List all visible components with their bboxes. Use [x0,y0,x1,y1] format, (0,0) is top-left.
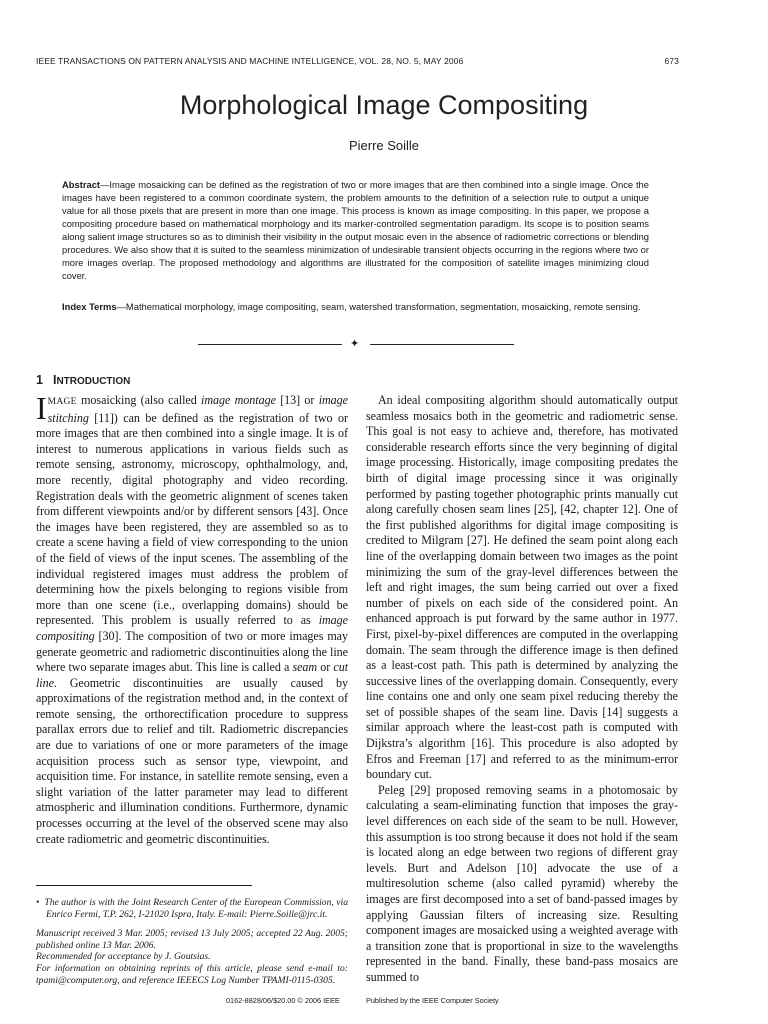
bullet-icon: • [36,897,40,908]
affiliation-note [36,897,348,920]
emphasis: cut line [36,660,348,690]
abstract [62,178,649,282]
text-run: or [317,660,334,675]
text-run: [11]) can be defined as the registration of two or more images that are then combined into a single image. It is of interest to numerous applications in various fields such as remote sensing, astronomy, microscopy, ophthalmology, and, more recently, digital photography and video recording. Registration deals with the geometric alignment of scenes taken from different viewpoints and/or by different sensors [43]. Once the images have been registered, they are assembled so as to create a scene having a field of view corresponding to the union of the field of views of the input scenes. The assembling of the individual registered images must address the problem of determining how the pixels belonging to regions visible from more than one scene (i.e., overlapping domains) should be represented. This problem is usually referred to as [36,410,348,628]
running-header [36,56,679,66]
footnotes [36,897,348,986]
affiliation-text: The author is with the Joint Research Center of the European Commission, via Enrico Fermi, T.P. 262, I-21020 Ispra, Italy. E-mail: Pierre.Soille@jrc.it. [44,897,349,920]
paragraph [36,390,348,847]
emphasis: seam [292,660,318,675]
drop-cap: I [36,390,47,426]
emphasis: image stitching [47,393,348,425]
index-terms-text: —Mathematical morphology, image compositing, seam, watershed transformation, segmentation, mosaicking, remote sensing. [116,301,641,312]
page-number: 673 [664,56,679,66]
paragraph: An ideal compositing algorithm should automatically output seamless mosaics both in the geometric and radiometric sense. This goal is not easy to achieve and, therefore, has motivated considerable research efforts since the very beginning of digital image processing. Historically, image compositing predates the birth of digital image processing since it was originally performed by pasting together photographic prints manually cut along carefully chosen seam lines [25], [42, chapter 12]. One of the first published algorithms for digital image compositing is credited to Milgram [27]. He defined the seam point along each line of the overlapping domain between two images as the point minimizing the sum of the gray-level differences between the left and right images, the sum being carried out over a fixed number of pixels on each side of the considered point. An enhanced approach is put forward by the same author in 1977. First, pixel-by-pixel differences are computed in the overlapping domain. The seam through the difference image is then defined as a least-cost path. This path is determined by analyzing the successive lines of the overlapping domain. Consequently, every line contains one and only one seam pixel reducing thereby the set of possible shapes of the seam line. Davis [14] suggests a similar approach where the least-cost path is computed with Dijkstra’s algorithm [16]. This procedure is also adopted by Efros and Freeman [17] and referred to as the minimum-error boundary cut. [366,393,678,782]
footnote-rule [36,885,252,886]
emphasis: image montage [201,393,276,407]
left-column [36,390,348,847]
divider-line-right [370,344,514,345]
section-number: 1 [36,373,43,387]
emphasis: image compositing [36,613,348,643]
journal-header: IEEE TRANSACTIONS ON PATTERN ANALYSIS AND MACHINE INTELLIGENCE, VOL. 28, NO. 5, MAY 2006 [36,56,464,66]
paper-title: Morphological Image Compositing [179,90,589,120]
section-title-rest: NTRODUCTION [56,376,131,387]
smallcaps-word: MAGE [47,397,77,407]
manuscript-note: Manuscript received 3 Mar. 2005; revised 13 July 2005; accepted 22 Aug. 2005; published online 13 Mar. 2006. [36,928,348,951]
abstract-label: Abstract [62,179,101,190]
text-run: [30]. The composition of two or more images may generate geometric and radiometric discontinuities along the line where two separate images abut. This line is called a [36,628,348,675]
author-name: Pierre Soille [348,138,420,153]
text-run: [13] or [275,393,319,407]
index-terms [62,300,649,313]
section-divider [198,337,514,351]
publisher-footer: Published by the IEEE Computer Society [366,996,499,1005]
text-run: . Geometric discontinuities are usually caused by approximations of the registration method and, in the context of remote sensing, the orthorectification procedure to suppress parallax errors due to relief and tilt. Radiometric discrepancies are due to variations of one or more parameters of the image acquisition process such as sensor type, viewpoint, and acquisition time. For instance, in satellite remote sensing, even a slight variation of the latter parameter may lead to different atmospheric and illumination conditions. Furthermore, dynamic processes occurring at the level of the observed scene may also create radiometric and geometric discontinuities. [36,675,348,846]
copyright-footer: 0162-8828/06/$20.00 © 2006 IEEE [226,996,340,1005]
diamond-icon: ✦ [350,338,360,350]
text-run: mosaicking (also called [76,393,202,407]
section-title-initial: I [52,373,57,387]
reprints-note: For information on obtaining reprints of this article, please send e-mail to: tpami@computer.org, and reference IEEECS Log Number TPAMI-0115-0305. [36,962,348,986]
index-terms-label: Index Terms [62,301,117,312]
right-column [366,393,678,986]
editor-note: Recommended for acceptance by J. Goutsias. [36,951,211,963]
divider-line-left [198,344,342,345]
paragraph: Peleg [29] proposed removing seams in a photomosaic by calculating a seam-eliminating function that imposes the gray-level differences on each side of the seam to be null. However, this assumption is too strong because it does not hold if the seam is located along an edge between two regions of different gray levels. Burt and Adelson [10] advocate the use of a multiresolution scheme (also called pyramid) whereby the images are first decomposed into a set of band-passed images by applying Gaussian filters of increasing size. Resulting component images are mosaicked using a weighted average with a transition zone that is proportional in size to the wavelengths represented in the band. Finally, these band-pass mosaics are summed to [366,782,678,984]
abstract-text: —Image mosaicking can be defined as the registration of two or more images that are then combined into a single image. Once the images have been registered to a common coordinate system, the problem amounts to the definition of a selection rule to output a unique value for all those pixels that are present in more than one image. This process is known as image compositing. In this paper, we propose a compositing procedure based on mathematical morphology and its marker-controlled segmentation paradigm. Its scope is to position seams along salient image structures so as to diminish their visibility in the output mosaic even in the absence of radiometric corrections or blending procedures. We also show that it is suited to the seamless minimization of undesirable transient objects occurring in the regions where two or more images overlap. The proposed methodology and algorithms are illustrated for the composition of satellite images minimizing cloud cover. [62,179,649,281]
section-heading [36,373,130,387]
